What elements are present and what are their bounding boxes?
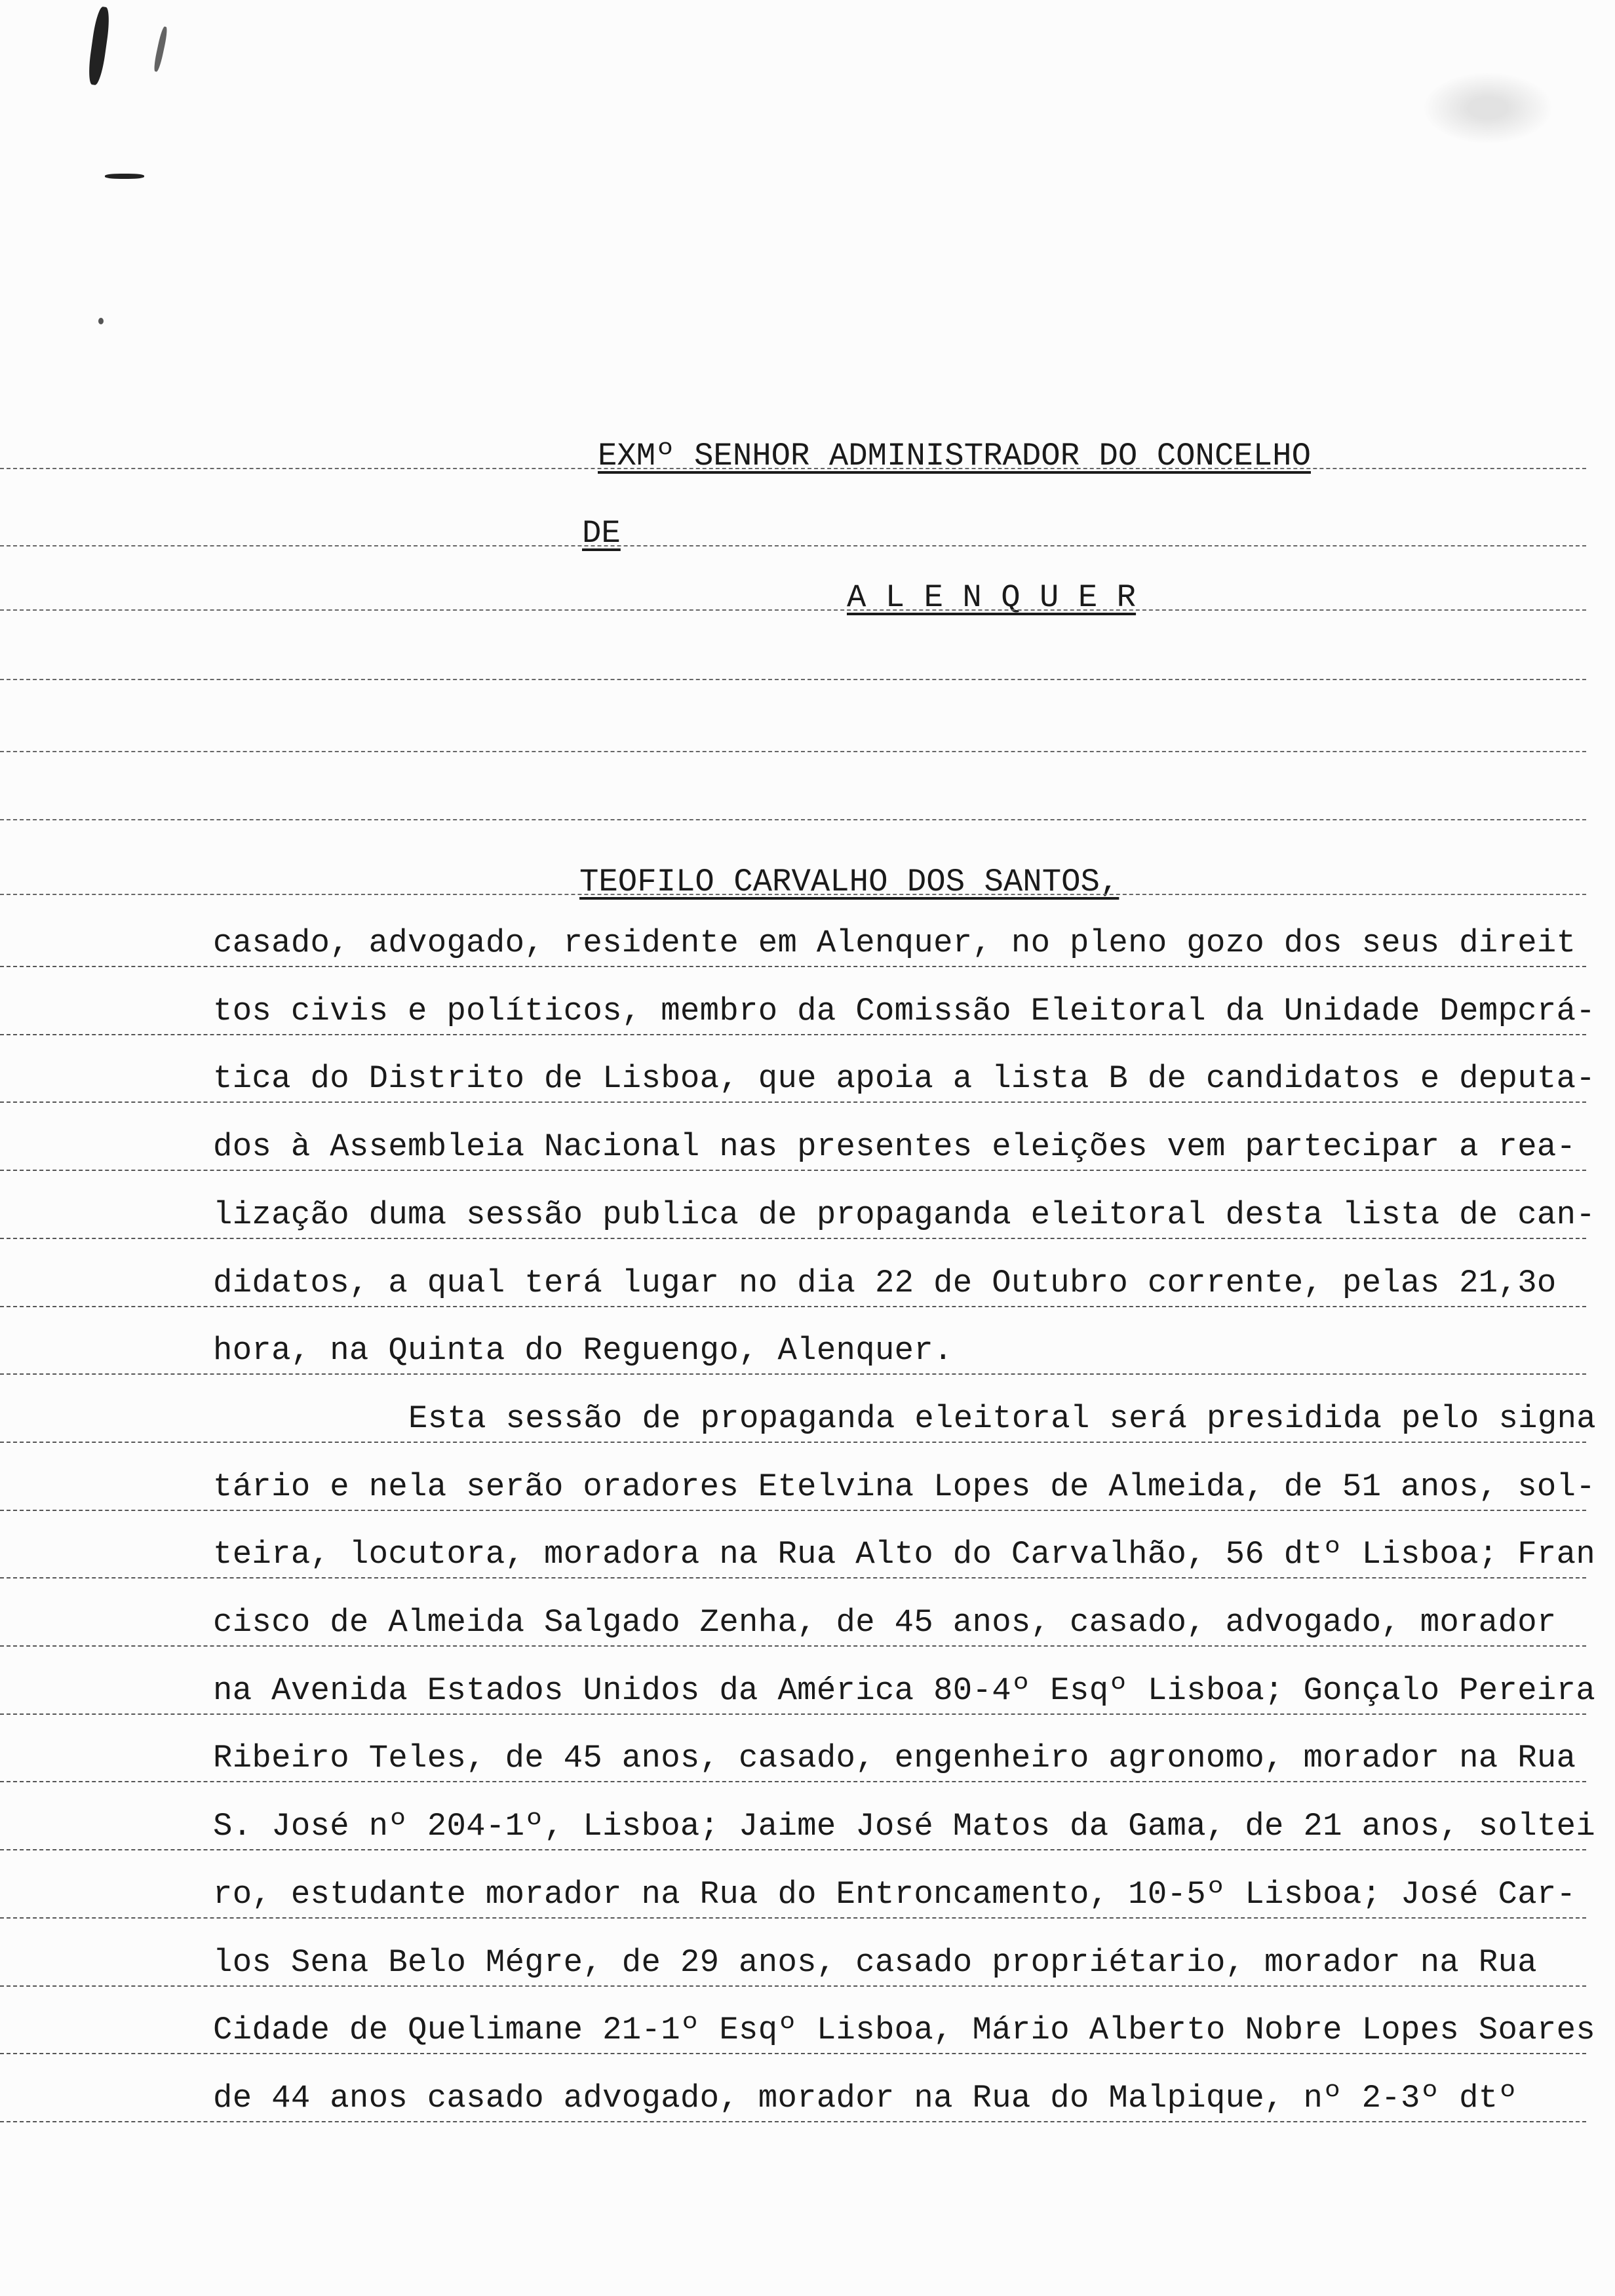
body-line-text: Esta sessão de propaganda eleitoral será presidida pelo signa (408, 1400, 1596, 1437)
body-line (0, 1333, 1586, 1375)
stamp-residue-mark (1422, 72, 1553, 144)
ink-speck-mark (98, 318, 104, 324)
ruled-line (0, 468, 1586, 469)
body-line (0, 1265, 1586, 1307)
ink-smudge-mark (153, 26, 168, 73)
addressee-place: A L E N Q U E R (847, 579, 1137, 616)
body-line-text: tica do Distrito de Lisboa, que apoia a lista B de candidatos e deputa- (213, 1060, 1596, 1098)
body-line-text: Cidade de Quelimane 21-1º Esqº Lisboa, Mário Alberto Nobre Lopes Soares (213, 2012, 1596, 2049)
ruled-line (0, 751, 1586, 752)
ink-smudge-mark (87, 6, 111, 86)
body-line (0, 1468, 1596, 1511)
body-line (0, 1740, 1586, 1782)
ruled-line (0, 819, 1586, 820)
body-line (0, 1129, 1586, 1171)
body-line (0, 1605, 1586, 1647)
body-line (0, 1672, 1596, 1715)
body-line-text: los Sena Belo Mégre, de 29 anos, casado propriétario, morador na Rua (213, 1943, 1537, 1981)
addressee-preposition: DE (582, 515, 621, 552)
body-line-text: na Avenida Estados Unidos da América 80-4º Esqº Lisboa; Gonçalo Pereira (213, 1672, 1596, 1709)
body-line (0, 1877, 1586, 1919)
body-line-text: tário e nela serão oradores Etelvina Lopes de Almeida, de 51 anos, sol- (213, 1468, 1596, 1505)
body-line-text: de 44 anos casado advogado, morador na Rua do Malpique, nº 2-3º dtº (213, 2079, 1518, 2116)
body-line (0, 1060, 1596, 1103)
body-line-text: S. José nº 204-1º, Lisboa; Jaime José Matos da Gama, de 21 anos, soltei (213, 1808, 1596, 1845)
body-line-text: casado, advogado, residente em Alenquer, no pleno gozo dos seus direit (213, 925, 1576, 961)
body-line-text: ro, estudante morador na Rua do Entroncamento, 10-5º Lisboa; José Car- (213, 1875, 1576, 1913)
body-line (0, 1536, 1596, 1578)
body-line (0, 992, 1596, 1035)
ruled-line (0, 894, 1586, 895)
body-line-text: tos civis e políticos, membro da Comissão Eleitoral da Unidade Dempcrá- (213, 992, 1596, 1029)
body-line (0, 1945, 1586, 1987)
body-line (0, 2012, 1596, 2054)
body-line-text: dos à Assembleia Nacional nas presentes eleições vem partecipar a rea- (213, 1128, 1576, 1166)
sender-name: TEOFILO CARVALHO DOS SANTOS, (579, 864, 1119, 900)
body-line (0, 1400, 1596, 1443)
body-line-text: Ribeiro Teles, de 45 anos, casado, engenheiro agronomo, morador na Rua (213, 1740, 1576, 1777)
body-line (0, 2080, 1586, 2122)
body-line (0, 1808, 1596, 1850)
body-line-text: lização duma sessão publica de propaganda eleitoral desta lista de can- (213, 1196, 1596, 1233)
body-line-text: teira, locutora, moradora na Rua Alto do Carvalhão, 56 dtº Lisboa; Fran (213, 1536, 1596, 1573)
ink-smudge-mark (105, 174, 144, 179)
ruled-line (0, 609, 1586, 611)
body-line-text: cisco de Almeida Salgado Zenha, de 45 anos, casado, advogado, morador (213, 1604, 1557, 1641)
body-line (0, 1196, 1596, 1239)
ruled-line (0, 679, 1586, 680)
body-line-text: hora, na Quinta do Reguengo, Alenquer. (213, 1332, 953, 1369)
addressee-heading: EXMº SENHOR ADMINISTRADOR DO CONCELHO (598, 438, 1311, 474)
body-line (0, 925, 1586, 967)
ruled-line (0, 545, 1586, 546)
body-line-text: didatos, a qual terá lugar no dia 22 de Outubro corrente, pelas 21,3o (213, 1264, 1557, 1301)
